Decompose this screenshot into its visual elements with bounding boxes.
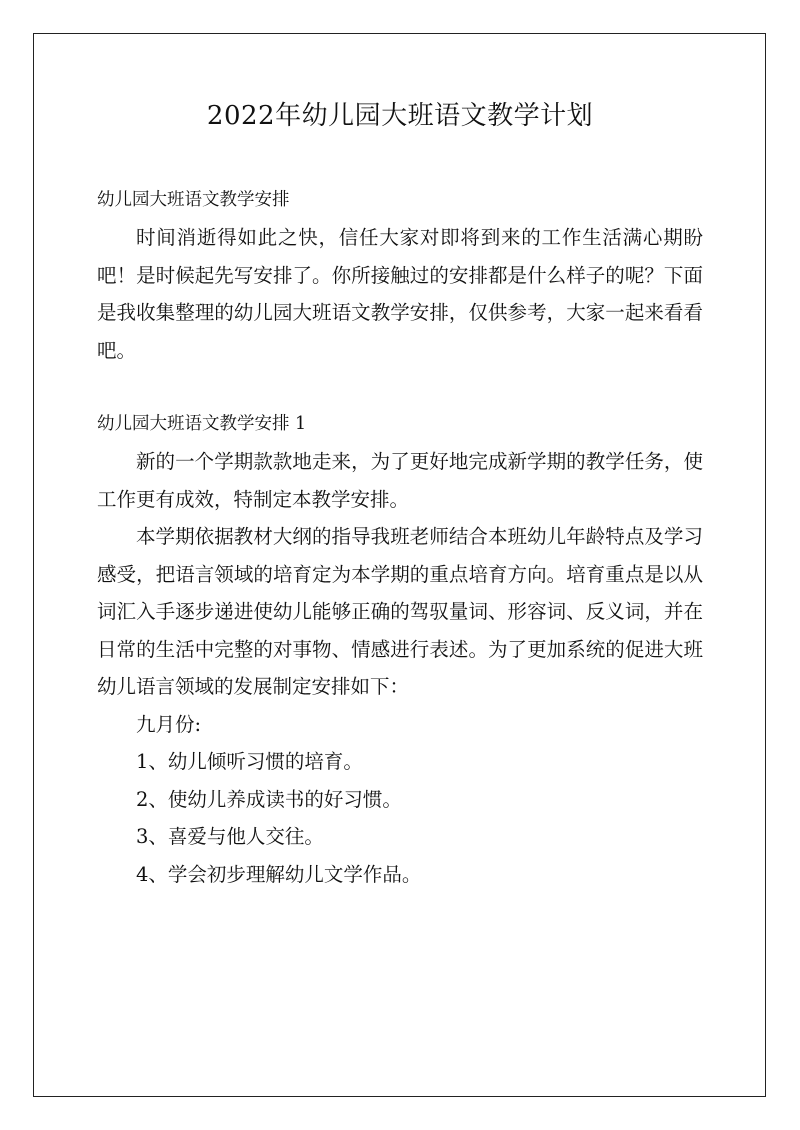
- paragraph-spacer: [97, 369, 703, 406]
- section-paragraph: 新的一个学期款款地走来，为了更好地完成新学期的教学任务，使工作更有成效，特制定本教学安排。: [97, 450, 703, 511]
- list-item: 3、喜爱与他人交往。: [136, 825, 324, 848]
- list-item: 4、学会初步理解幼儿文学作品。: [136, 862, 422, 886]
- document-body: [97, 182, 703, 893]
- intro-paragraph: 时间消逝得如此之快，信任大家对即将到来的工作生活满心期盼吧！是时候起先写安排了。你所接触过的安排都是什么样子的呢？下面是我收集整理的幼儿园大班语文教学安排，仅供参考，大家一起来看看吧。: [97, 226, 703, 362]
- month-label: 九月份:: [136, 712, 202, 736]
- list-item: 1、幼儿倾听习惯的培育。: [136, 750, 363, 773]
- section-heading: 幼儿园大班语文教学安排 1: [97, 414, 307, 434]
- intro-heading: 幼儿园大班语文教学安排: [97, 190, 290, 210]
- document-title: 2022年幼儿园大班语文教学计划: [206, 101, 594, 131]
- list-item: 2、使幼儿养成读书的好习惯。: [136, 787, 402, 811]
- section-paragraph: 本学期依据教材大纲的指导我班老师结合本班幼儿年龄特点及学习感受，把语言领域的培育定为本学期的重点培育方向。培育重点是以从词汇入手逐步递进使幼儿能够正确的驾驭量词、形容词、反义词，并在日常的生活中完整的对事物、情感进行表述。为了更加系统的促进大班幼儿语言领域的发展制定安排如下：: [97, 525, 703, 698]
